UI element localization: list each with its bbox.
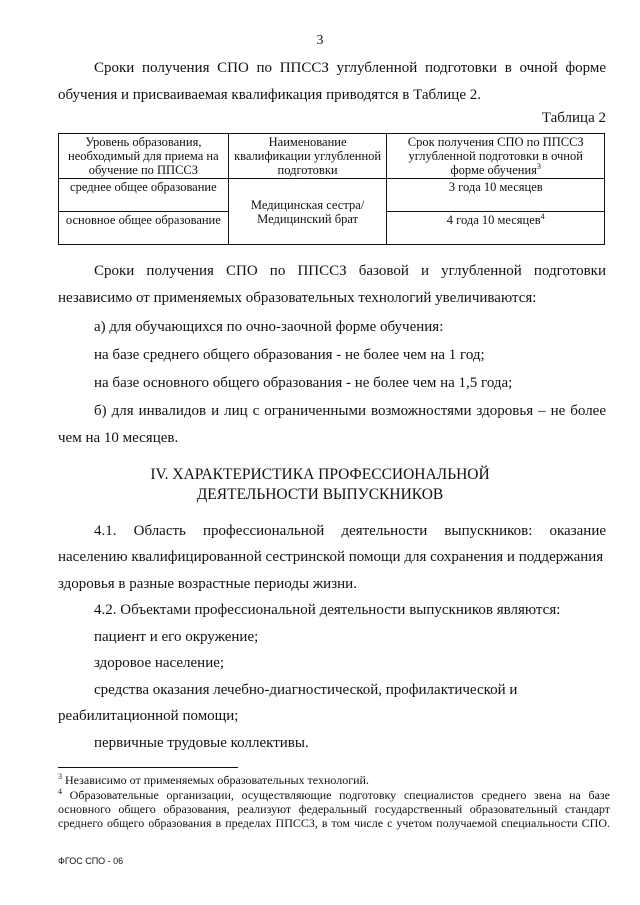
cell-level: основное общее образование [59, 212, 229, 245]
list-item: первичные трудовые коллективы. [94, 735, 309, 751]
item-b-line-1: б) для инвалидов и лиц с ограниченными возможностями здоровья – не более [94, 403, 606, 419]
item-a-2: на базе основного общего образования - не более чем на 1,5 года; [94, 375, 513, 391]
cell-term: 4 года 10 месяцев$^4$ [387, 212, 605, 245]
cell-term: 3 года 10 месяцев [387, 179, 605, 212]
footnote-4: $^4$ Образовательные организации, осуществляющие подготовку специалистов среднего звена на базе основного общего образования, реализуют федеральный государственный образовательный стандарт среднего общего образования в пределах ППССЗ, в том числе с учетом получаемой специальности СПО. [58, 787, 610, 830]
item-a: а) для обучающихся по очно-заочной форме обучения: [94, 319, 444, 335]
section-title-line-1: IV. ХАРАКТЕРИСТИКА ПРОФЕССИОНАЛЬНОЙ [150, 466, 490, 483]
item-b-line-2: чем на 10 месяцев. [58, 430, 179, 446]
intro-line-1: Сроки получения СПО по ППССЗ углубленной подготовки в очной форме [94, 60, 606, 76]
terms-paragraph-line-2: независимо от применяемых образовательных технологий увеличиваются: [58, 290, 537, 306]
table-header-row [59, 134, 605, 179]
header-education-level: Уровень образования, необходимый для приема на обучение по ППССЗ [59, 134, 229, 179]
footnote-divider [58, 767, 238, 768]
table-2 [58, 133, 605, 245]
list-item: здоровое население; [94, 655, 225, 671]
cell-qualification: Медицинская сестра/Медицинский брат [228, 179, 387, 245]
cell-level: среднее общее образование [59, 179, 229, 212]
header-term: Срок получения СПО по ППССЗ углубленной подготовки в очной форме обучения$^3$ [387, 134, 605, 179]
page-number: 3 [316, 33, 324, 48]
item-a-1: на базе среднего общего образования - не более чем на 1 год; [94, 347, 485, 363]
list-item: реабилитационной помощи; [58, 708, 239, 724]
list-item: пациент и его окружение; [94, 629, 259, 645]
table-row [59, 179, 605, 212]
p41-line-1: 4.1. Область профессиональной деятельности выпускников: оказание [94, 523, 606, 539]
list-item: средства оказания лечебно-диагностической, профилактической и [94, 682, 518, 698]
table-caption: Таблица 2 [541, 110, 606, 126]
section-title-line-2: ДЕЯТЕЛЬНОСТИ ВЫПУСКНИКОВ [196, 486, 444, 503]
p41-line-3: здоровья в разные возрастные периоды жизни. [58, 576, 357, 592]
footnote-ref-3: 3 [536, 161, 541, 171]
p41-line-2: населению квалифицированной сестринской помощи для сохранения и поддержания [58, 549, 604, 565]
terms-paragraph-line-1: Сроки получения СПО по ППССЗ базовой и углубленной подготовки [94, 263, 606, 279]
footnote-ref-4: 4 [540, 211, 545, 221]
header-qualification: Наименование квалификации углубленной подготовки [228, 134, 387, 179]
intro-line-2: обучения и присваиваемая квалификация приводятся в Таблице 2. [58, 87, 481, 103]
p42: 4.2. Объектами профессиональной деятельности выпускников являются: [94, 602, 561, 618]
document-code: ФГОС СПО - 06 [58, 856, 124, 866]
footnote-3: $^3$ Независимо от применяемых образовательных технологий. [58, 772, 369, 787]
